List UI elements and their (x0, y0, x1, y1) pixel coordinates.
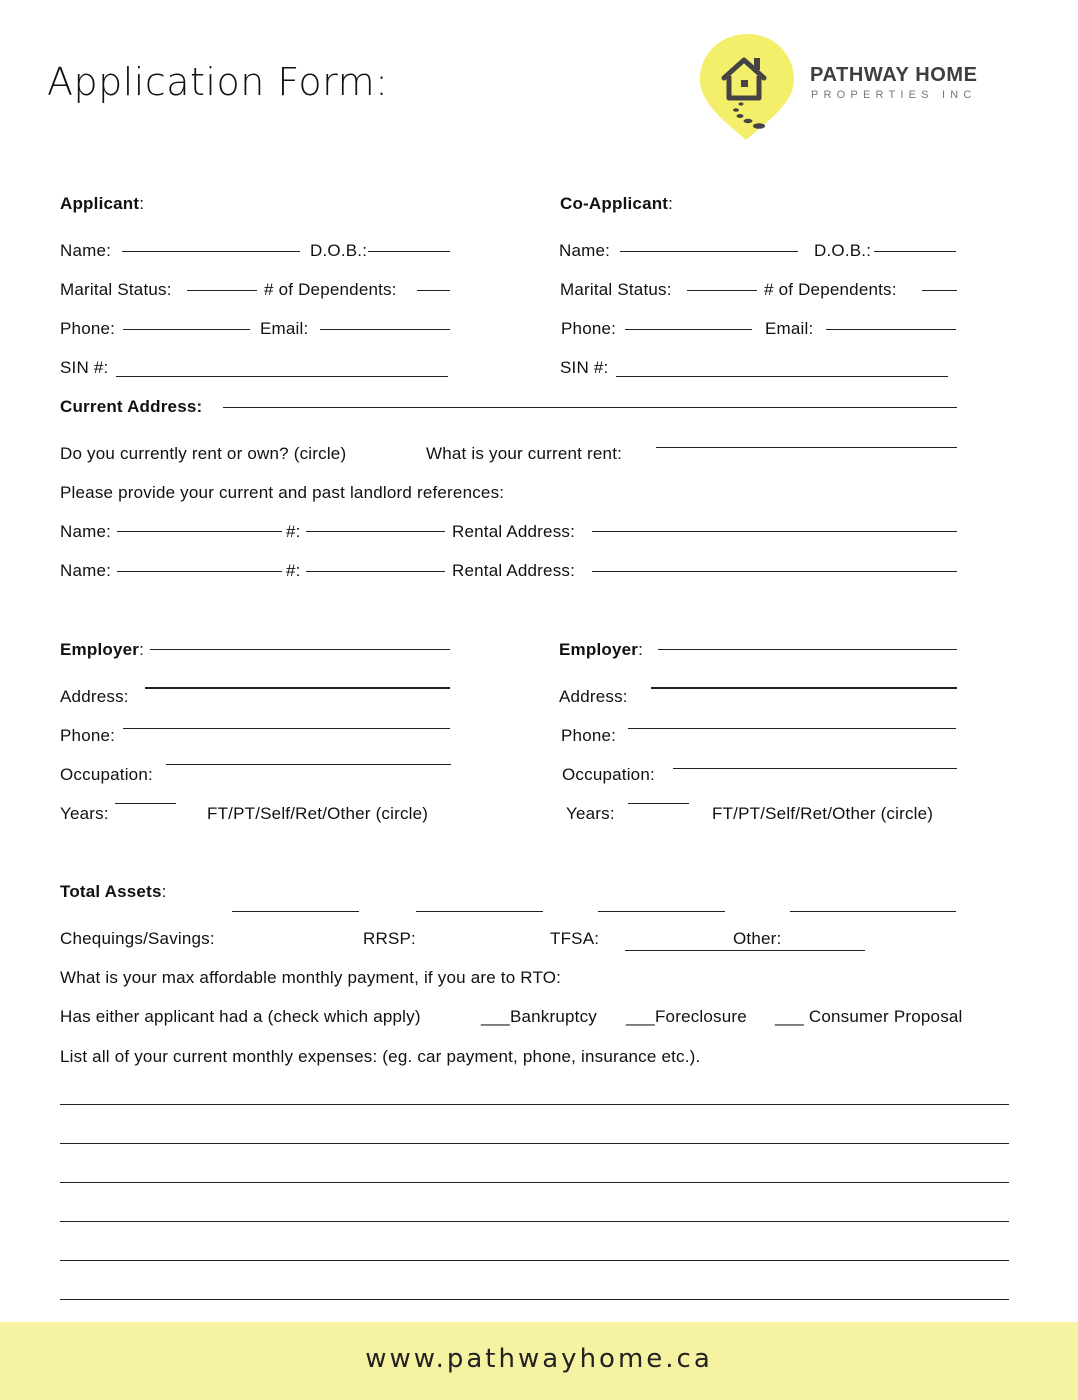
ref2-address-label: Rental Address: (452, 561, 576, 580)
coapplicant-phone-field[interactable] (625, 329, 752, 330)
ref1-name-label: Name: (60, 522, 112, 541)
employer-right-phone-field[interactable] (628, 728, 956, 729)
page-title: Application Form: (47, 60, 389, 104)
applicant-sin-label: SIN #: (60, 358, 109, 377)
coapplicant-heading-text: Co-Applicant (560, 194, 669, 213)
employer-right-address-label: Address: (559, 687, 628, 706)
coapplicant-name-field[interactable] (620, 251, 798, 252)
employer-left-phone-label: Phone: (60, 726, 116, 745)
ref2-number-field[interactable] (306, 571, 445, 572)
tfsa-label: TFSA: (550, 929, 600, 948)
applicant-dependents-label: # of Dependents: (264, 280, 397, 299)
employer-left-occupation-field[interactable] (166, 764, 451, 765)
applicant-email-label: Email: (260, 319, 309, 338)
ref1-address-label: Rental Address: (452, 522, 576, 541)
employer-left-phone-field[interactable] (123, 728, 450, 729)
foreclosure-checkbox[interactable]: ___Foreclosure (626, 1007, 747, 1026)
bankruptcy-checkbox[interactable]: ___Bankruptcy (481, 1007, 598, 1026)
consumer-proposal-checkbox[interactable]: ___ Consumer Proposal (775, 1007, 963, 1026)
employer-right-status[interactable]: FT/PT/Self/Ret/Other (circle) (712, 804, 934, 823)
expense-line[interactable] (60, 1143, 1009, 1144)
expenses-prompt: List all of your current monthly expenses: (eg. car payment, phone, insurance etc.). (60, 1047, 701, 1066)
employer-right-years-label: Years: (566, 804, 615, 823)
tfsa-underline[interactable] (625, 950, 865, 951)
applicant-dob-field[interactable] (368, 251, 450, 252)
applicant-name-label: Name: (60, 241, 112, 260)
total-assets-heading-colon: : (161, 882, 167, 901)
other-label: Other: (733, 929, 782, 948)
ref1-name-field[interactable] (117, 531, 282, 532)
coapplicant-email-label: Email: (765, 319, 814, 338)
logo-brand: PATHWAY HOME (810, 64, 978, 86)
other-field[interactable] (790, 911, 956, 912)
applicant-dob-label: D.O.B.: (310, 241, 368, 260)
employer-right-years-field[interactable] (628, 803, 689, 804)
applicant-email-field[interactable] (320, 329, 450, 330)
applicant-marital-label: Marital Status: (60, 280, 172, 299)
employer-right-phone-label: Phone: (561, 726, 617, 745)
employer-left-status[interactable]: FT/PT/Self/Ret/Other (circle) (207, 804, 429, 823)
current-rent-field[interactable] (656, 447, 957, 448)
total-assets-heading (60, 882, 167, 902)
applicant-dependents-field[interactable] (417, 290, 450, 291)
coapplicant-heading (560, 194, 673, 214)
references-prompt: Please provide your current and past landlord references: (60, 483, 505, 502)
employer-left-heading-text: Employer (60, 640, 140, 659)
coapplicant-heading-colon: : (668, 194, 674, 213)
employer-right-address-field[interactable] (651, 687, 957, 689)
coapplicant-name-label: Name: (559, 241, 611, 260)
employer-left-occupation-label: Occupation: (60, 765, 153, 784)
footer-band (0, 1322, 1078, 1400)
applicant-heading-text: Applicant (60, 194, 140, 213)
coapplicant-marital-field[interactable] (687, 290, 757, 291)
ref2-name-field[interactable] (117, 571, 282, 572)
employer-right-field[interactable] (658, 649, 957, 650)
coapplicant-email-field[interactable] (826, 329, 956, 330)
chequing-field[interactable] (232, 911, 359, 912)
coapplicant-dob-label: D.O.B.: (814, 241, 872, 260)
max-payment-question: What is your max affordable monthly payment, if you are to RTO: (60, 968, 562, 987)
employer-left-field[interactable] (150, 649, 450, 650)
logo-subtitle: PROPERTIES INC (811, 89, 977, 101)
employer-right-heading (559, 640, 643, 660)
applicant-heading-colon: : (139, 194, 145, 213)
employer-right-occupation-label: Occupation: (562, 765, 655, 784)
employer-left-years-label: Years: (60, 804, 109, 823)
house-pin-icon (698, 32, 798, 142)
employer-left-address-label: Address: (60, 687, 129, 706)
coapplicant-phone-label: Phone: (561, 319, 617, 338)
expense-line[interactable] (60, 1299, 1009, 1300)
ref1-number-field[interactable] (306, 531, 445, 532)
rrsp-field[interactable] (416, 911, 543, 912)
coapplicant-marital-label: Marital Status: (560, 280, 672, 299)
check-question: Has either applicant had a (check which apply) (60, 1007, 421, 1026)
rent-own-question: Do you currently rent or own? (circle) (60, 444, 347, 463)
applicant-name-field[interactable] (122, 251, 300, 252)
employer-left-years-field[interactable] (115, 803, 176, 804)
employer-left-heading (60, 640, 144, 660)
current-address-field[interactable] (223, 407, 957, 408)
ref2-name-label: Name: (60, 561, 112, 580)
current-rent-label: What is your current rent: (426, 444, 623, 463)
employer-right-heading-text: Employer (559, 640, 639, 659)
logo (698, 32, 798, 142)
employer-right-heading-colon: : (638, 640, 644, 659)
applicant-phone-field[interactable] (123, 329, 250, 330)
coapplicant-dependents-label: # of Dependents: (764, 280, 897, 299)
footer-url[interactable]: www.pathwayhome.ca (365, 1344, 713, 1374)
applicant-marital-field[interactable] (187, 290, 257, 291)
expense-line[interactable] (60, 1221, 1009, 1222)
applicant-sin-field[interactable] (116, 376, 448, 377)
employer-left-address-field[interactable] (145, 687, 450, 689)
ref2-address-field[interactable] (592, 571, 957, 572)
rrsp-label: RRSP: (363, 929, 416, 948)
expense-line[interactable] (60, 1260, 1009, 1261)
ref2-number-label: #: (286, 561, 301, 580)
employer-left-heading-colon: : (139, 640, 145, 659)
coapplicant-sin-label: SIN #: (560, 358, 609, 377)
coapplicant-dependents-field[interactable] (922, 290, 957, 291)
expense-line[interactable] (60, 1104, 1009, 1105)
tfsa-field[interactable] (598, 911, 725, 912)
current-address-label: Current Address: (60, 397, 203, 416)
total-assets-heading-text: Total Assets (60, 882, 162, 901)
coapplicant-dob-field[interactable] (874, 251, 956, 252)
ref1-number-label: #: (286, 522, 301, 541)
expense-line[interactable] (60, 1182, 1009, 1183)
ref1-address-field[interactable] (592, 531, 957, 532)
applicant-heading (60, 194, 144, 214)
applicant-phone-label: Phone: (60, 319, 116, 338)
employer-right-occupation-field[interactable] (673, 768, 957, 769)
coapplicant-sin-field[interactable] (616, 376, 948, 377)
chequing-label: Chequings/Savings: (60, 929, 215, 948)
